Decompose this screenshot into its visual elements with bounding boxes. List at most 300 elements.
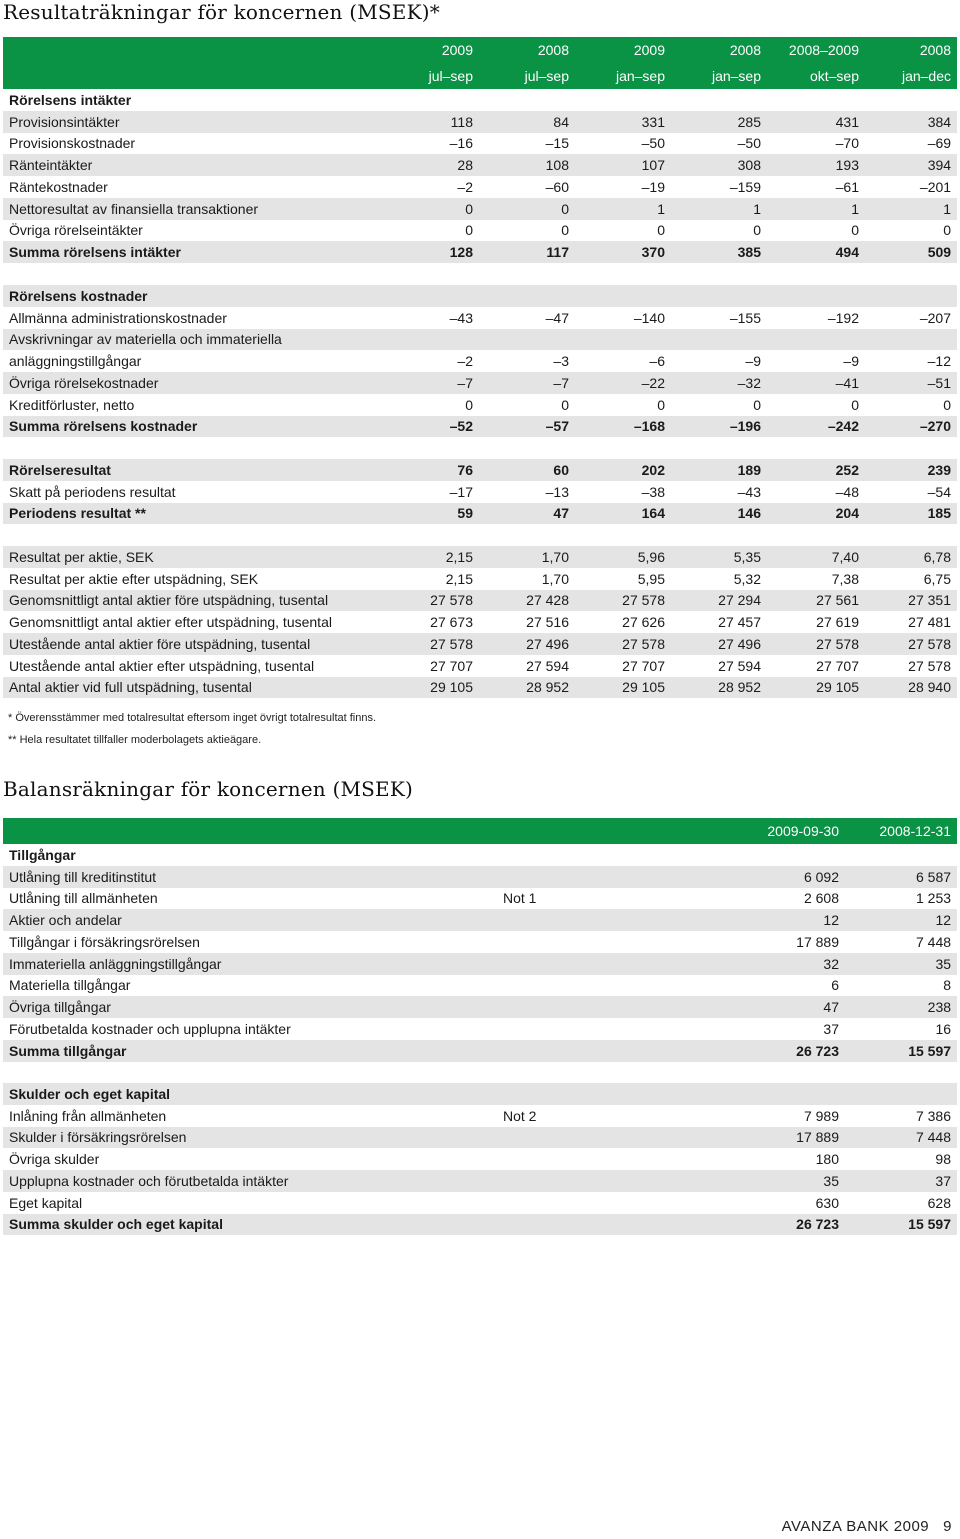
row-value: –270	[865, 416, 957, 438]
table-row	[3, 953, 957, 975]
row-value: 17 889	[623, 1127, 845, 1149]
row-value: 27 578	[865, 633, 957, 655]
row-value: 0	[561, 222, 569, 239]
header-date: 2008-12-31	[879, 823, 951, 839]
row-label: Provisionsintäkter	[3, 111, 383, 133]
row-value: 117	[479, 241, 575, 263]
row-label: Antal aktier vid full utspädning, tusental	[3, 677, 383, 699]
table-row	[3, 633, 957, 655]
row-label: Avskrivningar av materiella och immateriella	[3, 329, 383, 351]
income-table-kostnader	[3, 285, 957, 437]
row-value: 431	[767, 111, 865, 133]
row-label: Övriga skulder	[9, 1151, 100, 1168]
row-value: 0	[851, 396, 859, 413]
row-value: –192	[827, 309, 859, 326]
row-value: 107	[575, 154, 671, 176]
row-value: –50	[641, 135, 665, 152]
row-value: 84	[479, 111, 575, 133]
row-value: 7 386	[915, 1107, 951, 1124]
row-note	[503, 996, 623, 1018]
row-value	[865, 329, 957, 351]
table-row	[3, 909, 957, 931]
row-value: –6	[649, 353, 665, 370]
row-value: 252	[767, 459, 865, 481]
row-value: 0	[383, 198, 479, 220]
row-value: –207	[919, 309, 951, 326]
table-row	[3, 111, 957, 133]
row-value: 6,78	[865, 546, 957, 568]
row-value: 12	[623, 909, 845, 931]
income-header-periods	[3, 63, 957, 89]
row-value: 27 707	[430, 657, 473, 674]
table-row	[3, 1192, 957, 1214]
row-label: Utlåning till kreditinstitut	[3, 866, 503, 888]
row-value: –52	[383, 416, 479, 438]
row-value: –60	[545, 178, 569, 195]
row-label: Aktier och andelar	[3, 909, 503, 931]
income-table-resultat	[3, 459, 957, 524]
table-row	[3, 372, 957, 394]
income-footnotes	[8, 707, 376, 751]
section-heading: Rörelsens intäkter	[9, 91, 132, 108]
row-value: 180	[815, 1151, 839, 1168]
row-value: –32	[671, 372, 767, 394]
header-date: 2009-09-30	[767, 823, 839, 839]
row-value: –12	[927, 353, 951, 370]
balance-table-assets	[3, 844, 957, 1062]
row-value: 394	[865, 154, 957, 176]
table-row	[3, 931, 957, 953]
section-heading-row	[3, 1083, 957, 1105]
row-value: 308	[671, 154, 767, 176]
row-label: Övriga rörelseintäkter	[9, 222, 143, 239]
row-value: –15	[545, 135, 569, 152]
row-value: 164	[575, 503, 671, 525]
row-value: 5,96	[575, 546, 671, 568]
income-statement-title: Resultaträkningar för koncernen (MSEK)*	[3, 0, 440, 24]
row-value: 1	[575, 198, 671, 220]
row-value: 202	[575, 459, 671, 481]
section-heading-row	[3, 285, 957, 307]
row-value: 27 496	[671, 633, 767, 655]
row-value: 27 294	[671, 590, 767, 612]
row-value: –7	[383, 372, 479, 394]
row-value: 12	[845, 909, 957, 931]
row-note	[503, 1192, 623, 1214]
row-value: –69	[927, 135, 952, 152]
row-value: –19	[641, 178, 665, 195]
row-value: –3	[553, 353, 569, 370]
row-value	[383, 329, 479, 351]
row-value: 1	[865, 198, 957, 220]
row-value: –54	[927, 483, 951, 500]
row-value: 27 457	[718, 614, 761, 631]
row-value: 0	[851, 222, 859, 239]
row-value: 28	[383, 154, 479, 176]
row-value: 6,75	[923, 570, 951, 587]
header-year: 2009	[633, 42, 665, 58]
row-label: Provisionskostnader	[9, 135, 136, 152]
section-heading: Rörelsens kostnader	[3, 285, 957, 307]
row-value: 185	[865, 503, 957, 525]
row-note	[503, 953, 623, 975]
row-value: –168	[575, 416, 671, 438]
row-label: Resultat per aktie efter utspädning, SEK	[9, 570, 259, 587]
row-note	[503, 909, 623, 931]
table-row	[3, 220, 957, 242]
row-label: Förutbetalda kostnader och upplupna intäkter	[9, 1020, 291, 1037]
row-value: 28 952	[479, 677, 575, 699]
row-note	[503, 1214, 623, 1236]
row-value: 27 578	[383, 590, 479, 612]
row-value: 108	[479, 154, 575, 176]
row-label: Allmänna administrationskostnader	[9, 309, 227, 326]
table-row	[3, 1040, 957, 1062]
row-value: 27 619	[816, 614, 859, 631]
row-value: –9	[843, 353, 859, 370]
row-label: Ränteintäkter	[3, 154, 383, 176]
table-row	[3, 307, 957, 329]
row-value	[671, 329, 767, 351]
income-table-per-share	[3, 546, 957, 698]
table-row	[3, 459, 957, 481]
row-value: 204	[767, 503, 865, 525]
row-value: 27 707	[622, 657, 665, 674]
table-row	[3, 677, 957, 699]
row-label: Immateriella anläggningstillgångar	[3, 953, 503, 975]
row-label: Inlåning från allmänheten	[9, 1107, 167, 1124]
row-label: Summa tillgångar	[3, 1040, 503, 1062]
row-value: 285	[671, 111, 767, 133]
row-value: 494	[767, 241, 865, 263]
table-row	[3, 1105, 957, 1127]
row-value: 26 723	[623, 1040, 845, 1062]
page-footer	[768, 1518, 952, 1535]
row-value: –9	[745, 353, 761, 370]
header-year: 2008–2009	[788, 42, 859, 58]
row-value: 29 105	[767, 677, 865, 699]
row-value: –2	[457, 353, 473, 370]
row-value	[767, 329, 865, 351]
row-value: –43	[449, 309, 473, 326]
row-value: 37	[845, 1170, 957, 1192]
table-row	[3, 1018, 957, 1040]
balance-sheet-title: Balansräkningar för koncernen (MSEK)	[3, 777, 413, 801]
row-value: 5,32	[733, 570, 761, 587]
row-value: 1	[767, 198, 865, 220]
row-value: 6 092	[623, 866, 845, 888]
row-value: 28 940	[865, 677, 957, 699]
row-value: 8	[943, 977, 952, 994]
section-heading-row	[3, 89, 957, 111]
row-value: 28 952	[671, 677, 767, 699]
row-value: 118	[383, 111, 479, 133]
row-label: Nettoresultat av finansiella transaktioner	[3, 198, 383, 220]
row-value: 628	[927, 1194, 951, 1211]
table-row	[3, 329, 957, 351]
row-note	[503, 1040, 623, 1062]
row-value: 384	[865, 111, 957, 133]
row-value: 26 723	[623, 1214, 845, 1236]
table-row	[3, 546, 957, 568]
footer-brand: AVANZA BANK 2009	[781, 1518, 930, 1535]
row-value: –140	[633, 309, 665, 326]
header-year: 2009	[441, 42, 473, 58]
row-value: 2,15	[445, 570, 473, 587]
row-value: 98	[935, 1151, 951, 1168]
table-row	[3, 866, 957, 888]
row-label: Eget kapital	[9, 1194, 83, 1211]
row-value: 239	[865, 459, 957, 481]
row-value: 47	[479, 503, 575, 525]
row-value: 7 448	[845, 1127, 957, 1149]
row-label: Periodens resultat **	[3, 503, 383, 525]
header-year: 2008	[729, 42, 761, 58]
income-table-intakter	[3, 89, 957, 263]
row-note	[503, 1018, 623, 1040]
row-value: 0	[943, 396, 951, 413]
header-period: jan–sep	[711, 68, 761, 84]
row-value: –51	[865, 372, 957, 394]
row-value: 128	[383, 241, 479, 263]
row-value	[479, 329, 575, 351]
row-note: Not 1	[503, 890, 537, 907]
row-value: 29 105	[575, 677, 671, 699]
row-value: 27 496	[479, 633, 575, 655]
row-value: 6 587	[845, 866, 957, 888]
row-value: 146	[671, 503, 767, 525]
row-label: Övriga tillgångar	[3, 996, 503, 1018]
table-row	[3, 503, 957, 525]
row-value: –61	[835, 178, 859, 195]
row-value: 17 889	[796, 933, 839, 950]
header-period: jul–sep	[428, 68, 473, 84]
row-value: 27 481	[908, 614, 951, 631]
row-value: –159	[729, 178, 761, 195]
header-year: 2008	[919, 42, 951, 58]
table-row	[3, 394, 957, 416]
row-label: Genomsnittligt antal aktier efter utspädning, tusental	[9, 614, 332, 631]
footnote: ** Hela resultatet tillfaller moderbolagets aktieägare.	[8, 734, 262, 746]
row-value: –2	[457, 178, 473, 195]
row-value: 0	[479, 198, 575, 220]
row-label: Rörelseresultat	[3, 459, 383, 481]
row-value: 47	[623, 996, 845, 1018]
row-label: Summa skulder och eget kapital	[3, 1214, 503, 1236]
row-value: 29 105	[383, 677, 479, 699]
row-value: 2 608	[803, 890, 839, 907]
row-value: 16	[935, 1020, 952, 1037]
table-row	[3, 975, 957, 997]
row-label: Genomsnittligt antal aktier före utspädning, tusental	[3, 590, 383, 612]
row-value: 27 578	[575, 590, 671, 612]
row-value: 6	[831, 977, 839, 994]
row-value: 27 578	[908, 657, 951, 674]
row-value: 0	[657, 396, 665, 413]
row-value: 1 253	[915, 890, 952, 907]
section-heading: Skulder och eget kapital	[3, 1083, 957, 1105]
balance-table-liabilities	[3, 1083, 957, 1235]
row-value: –50	[737, 135, 761, 152]
footnote: * Överensstämmer med totalresultat eftersom inget övrigt totalresultat finns.	[8, 712, 377, 724]
row-value: –57	[479, 416, 575, 438]
row-label: Skatt på periodens resultat	[9, 483, 176, 500]
table-row	[3, 1127, 957, 1149]
row-value: 27 707	[816, 657, 859, 674]
row-label: Utlåning till allmänheten	[9, 890, 158, 907]
table-row	[3, 350, 957, 372]
row-value: 1,70	[479, 546, 575, 568]
row-value: 630	[815, 1194, 839, 1211]
row-label: Utestående antal aktier efter utspädning, tusental	[9, 657, 315, 674]
table-row	[3, 611, 957, 633]
row-value: 35	[845, 953, 957, 975]
row-value: 35	[623, 1170, 845, 1192]
header-year: 2008	[537, 42, 569, 58]
row-value: 2,15	[383, 546, 479, 568]
page-number: 9	[943, 1518, 952, 1535]
row-value: –70	[835, 135, 859, 152]
row-value: 27 428	[479, 590, 575, 612]
table-row	[3, 481, 957, 503]
section-heading: Tillgångar	[9, 846, 76, 863]
row-value: 385	[671, 241, 767, 263]
row-note	[503, 975, 623, 997]
row-value: –41	[767, 372, 865, 394]
row-value: 27 578	[575, 633, 671, 655]
table-row	[3, 1148, 957, 1170]
row-value: 27 626	[622, 614, 665, 631]
table-row	[3, 590, 957, 612]
header-period: jan–sep	[615, 68, 665, 84]
row-label: Tillgångar i försäkringsrörelsen	[9, 933, 200, 950]
table-row	[3, 996, 957, 1018]
row-value: 5,35	[671, 546, 767, 568]
table-row	[3, 176, 957, 198]
row-label: Skulder i försäkringsrörelsen	[3, 1127, 503, 1149]
balance-header-table	[3, 818, 957, 844]
row-label: Kreditförluster, netto	[9, 396, 135, 413]
table-row	[3, 568, 957, 590]
row-value: 7 448	[915, 933, 952, 950]
row-value: 27 673	[430, 614, 473, 631]
table-row	[3, 241, 957, 263]
table-row	[3, 154, 957, 176]
row-value: 370	[575, 241, 671, 263]
row-note: Not 2	[503, 1107, 537, 1124]
row-value: –48	[835, 483, 859, 500]
row-value: 15 597	[845, 1214, 957, 1236]
row-value: 60	[479, 459, 575, 481]
row-value: –155	[729, 309, 761, 326]
row-value: 0	[465, 396, 473, 413]
row-value: 27 594	[718, 657, 761, 674]
row-value	[575, 329, 671, 351]
row-value: 0	[561, 396, 569, 413]
row-note	[503, 866, 623, 888]
row-note	[503, 931, 623, 953]
table-row	[3, 1170, 957, 1192]
row-label: anläggningstillgångar	[9, 353, 142, 370]
row-value: 331	[575, 111, 671, 133]
table-row	[3, 133, 957, 155]
row-value: –13	[545, 483, 569, 500]
table-row	[3, 416, 957, 438]
row-value: –38	[641, 483, 665, 500]
row-value: –7	[479, 372, 575, 394]
row-value: –242	[767, 416, 865, 438]
table-row	[3, 888, 957, 910]
row-value: 509	[865, 241, 957, 263]
income-header-years	[3, 37, 957, 63]
row-note	[503, 1170, 623, 1192]
row-value: 0	[657, 222, 665, 239]
row-value: 1	[671, 198, 767, 220]
row-value: 238	[845, 996, 957, 1018]
row-value: –17	[449, 483, 473, 500]
header-period: okt–sep	[809, 68, 859, 84]
row-value: 7,40	[767, 546, 865, 568]
row-value: –196	[671, 416, 767, 438]
row-value: 59	[383, 503, 479, 525]
row-label: Resultat per aktie, SEK	[3, 546, 383, 568]
row-value: 27 516	[526, 614, 569, 631]
income-header-table	[3, 37, 957, 89]
section-heading-row	[3, 844, 957, 866]
row-value: 7,38	[831, 570, 859, 587]
row-note	[503, 1148, 623, 1170]
row-value: 76	[383, 459, 479, 481]
row-label: Utestående antal aktier före utspädning, tusental	[3, 633, 383, 655]
row-value: –47	[545, 309, 569, 326]
row-value: 27 561	[767, 590, 865, 612]
row-label: Räntekostnader	[9, 178, 108, 195]
row-value: 0	[943, 222, 952, 239]
row-value: 0	[465, 222, 473, 239]
row-value: 7 989	[803, 1107, 839, 1124]
table-row	[3, 655, 957, 677]
row-value: 0	[753, 222, 761, 239]
row-value: –22	[575, 372, 671, 394]
table-row	[3, 198, 957, 220]
row-value: 5,95	[637, 570, 665, 587]
row-value: 189	[671, 459, 767, 481]
row-value: 32	[623, 953, 845, 975]
row-value: –43	[737, 483, 761, 500]
row-value: 0	[753, 396, 761, 413]
row-note	[503, 1127, 623, 1149]
row-value: 37	[823, 1020, 839, 1037]
row-value: –16	[449, 135, 473, 152]
row-value: –201	[919, 178, 952, 195]
header-period: jan–dec	[901, 68, 951, 84]
balance-header-dates	[3, 818, 957, 844]
row-label: Övriga rörelsekostnader	[3, 372, 383, 394]
header-period: jul–sep	[524, 68, 569, 84]
row-value: 27 351	[865, 590, 957, 612]
row-value: 193	[767, 154, 865, 176]
row-value: 15 597	[845, 1040, 957, 1062]
row-value: 27 578	[383, 633, 479, 655]
row-label: Upplupna kostnader och förutbetalda intäkter	[3, 1170, 503, 1192]
row-label: Materiella tillgångar	[9, 977, 131, 994]
row-value: 27 578	[767, 633, 865, 655]
table-row	[3, 1214, 957, 1236]
row-value: 27 594	[526, 657, 569, 674]
row-value: 1,70	[541, 570, 569, 587]
row-label: Summa rörelsens kostnader	[3, 416, 383, 438]
row-label: Summa rörelsens intäkter	[3, 241, 383, 263]
